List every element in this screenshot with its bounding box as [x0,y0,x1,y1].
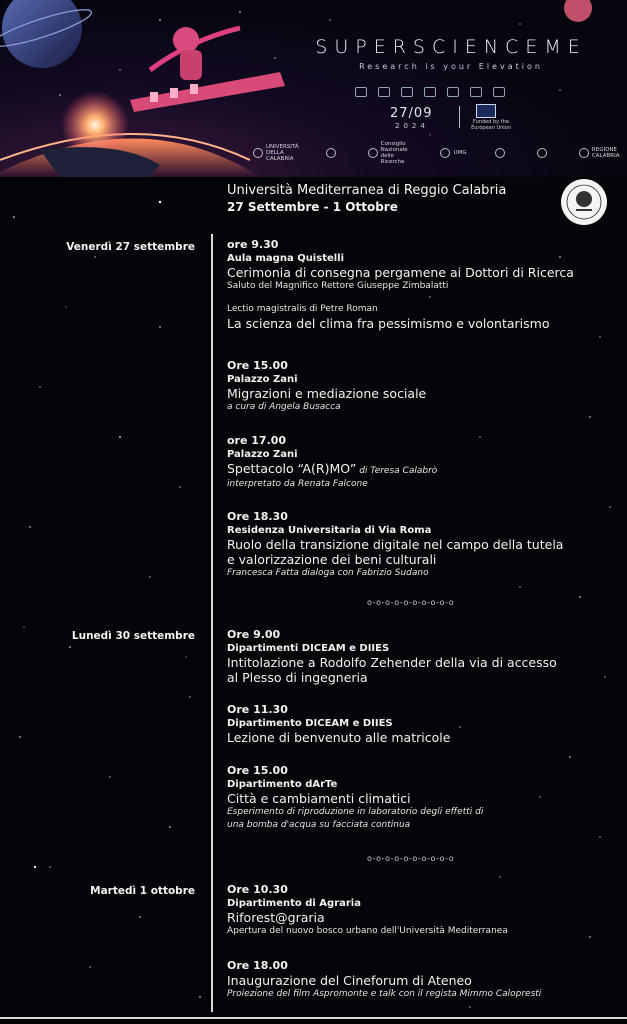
event-title: Cerimonia di consegna pergamene ai Dottori di Ricerca [227,265,574,280]
event-venue: Residenza Universitaria di Via Roma [227,525,432,536]
event-venue: Palazzo Zani [227,449,298,460]
event-time: Ore 18.00 [227,959,288,972]
seal-icon [495,148,505,158]
event-time: Ore 10.30 [227,883,288,896]
event-detail: Apertura del nuovo bosco urbano dell'Università Mediterranea [227,926,508,936]
event-venue: Dipartimento dArTe [227,779,338,790]
event-time: Ore 15.00 [227,764,288,777]
globe-icon [401,87,413,97]
astronaut-graphic [130,27,285,112]
event-extra-detail: Lectio magistralis di Petre Roman [227,304,378,314]
event-item [227,628,617,685]
partner-logo: Consiglio Nazionale delle Ricerche [368,141,412,165]
event-detail: Saluto del Magnifico Rettore Giuseppe Zimbalatti [227,281,449,291]
flask-icon [447,87,459,97]
event-venue: Palazzo Zani [227,374,298,385]
event-year: 2024 [395,122,429,130]
day-separator: o-o-o-o-o-o-o-o-o-o [367,854,455,863]
event-extra-title: La scienza del clima fra pessimismo e volontarismo [227,316,550,331]
partner-logo [537,148,550,158]
university-seal-logo [559,177,609,227]
event-title: Intitolazione a Rodolfo Zehender della via di accesso [227,655,557,670]
event-title: Migrazioni e mediazione sociale [227,386,427,401]
event-brand-title: SUPERSCIENCEME [315,36,587,58]
book-icon [378,87,390,97]
event-curator: a cura di Angela Busacca [227,402,341,412]
event-time: Ore 11.30 [227,703,288,716]
programme-dates: 27 Settembre - 1 Ottobre [227,200,398,214]
feature-icons [355,82,516,101]
event-title: Inaugurazione del Cineforum di Ateneo [227,973,472,988]
partner-logo: REGIONE CALABRIA [579,147,623,159]
event-time: Ore 15.00 [227,359,288,372]
event-item [227,434,617,491]
eu-funding-label: Funded by the European Union [471,119,511,131]
partner-logo [326,148,339,158]
event-description: Proiezione del film Aspromonte e talk con il regista Mimmo Calopresti [227,989,542,999]
day-separator: o-o-o-o-o-o-o-o-o-o [367,598,455,607]
event-banner [0,0,627,177]
bottom-rule [0,1017,627,1019]
seal-icon [253,148,263,158]
event-title: Lezione di benvenuto alle matricole [227,730,451,745]
day-label-tuesday: Martedì 1 ottobre [90,885,195,897]
network-icon [493,87,505,97]
event-description-line2: una bomba d'acqua su facciata continua [227,820,411,830]
day-label-monday: Lunedì 30 settembre [71,630,195,642]
event-item [227,703,617,745]
event-venue: Dipartimenti DICEAM e DIIES [227,643,390,654]
partner-logos [253,141,623,165]
eu-flag-icon [476,104,496,118]
event-description: Esperimento di riproduzione in laboratorio degli effetti di [227,807,484,817]
event-item [227,359,617,414]
event-item [227,883,617,938]
seal-icon [326,148,336,158]
seal-icon [579,148,589,158]
event-item [227,510,617,580]
event-time: ore 9.30 [227,238,279,251]
seal-icon [537,148,547,158]
partner-logo: UMG [440,148,466,158]
event-tagline: Research is your Elevation [359,62,543,71]
event-date: 27/09 [390,106,433,121]
event-title-line2: e valorizzazione dei beni culturali [227,552,437,567]
people-icon [424,87,436,97]
university-name: Università Mediterranea di Reggio Calabria [227,183,507,198]
small-planet-graphic [564,0,592,22]
timeline-line [211,234,213,1012]
event-time: Ore 18.30 [227,510,288,523]
lab-icon [355,87,367,97]
event-time: Ore 9.00 [227,628,281,641]
programme-section [0,177,627,1024]
event-venue: Dipartimento DICEAM e DIIES [227,718,393,729]
seal-icon [368,148,378,158]
day-label-friday: Venerdì 27 settembre [66,241,195,253]
event-title: Spettacolo “A(R)MO” di Teresa Calabrò [227,461,438,476]
screen-icon [470,87,482,97]
partner-logo [495,148,508,158]
event-title-line2: al Plesso di ingegneria [227,670,368,685]
event-venue: Dipartimento di Agraria [227,898,361,909]
event-time: ore 17.00 [227,434,287,447]
event-performer: interpretato da Renata Falcone [227,479,368,489]
planet-graphic [2,0,82,68]
event-title: Ruolo della transizione digitale nel campo della tutela [227,537,564,552]
event-speakers: Francesca Fatta dialoga con Fabrizio Sudano [227,568,429,578]
event-item [227,764,617,832]
partner-logo: UNIVERSITÀ DELLA CALABRIA [253,144,297,162]
event-title: Città e cambiamenti climatici [227,791,411,806]
event-item [227,238,617,331]
seal-icon [440,148,450,158]
banner-divider [459,106,460,128]
event-venue: Aula magna Quistelli [227,253,345,264]
event-item [227,959,617,1001]
event-title: Riforest@graria [227,910,325,925]
